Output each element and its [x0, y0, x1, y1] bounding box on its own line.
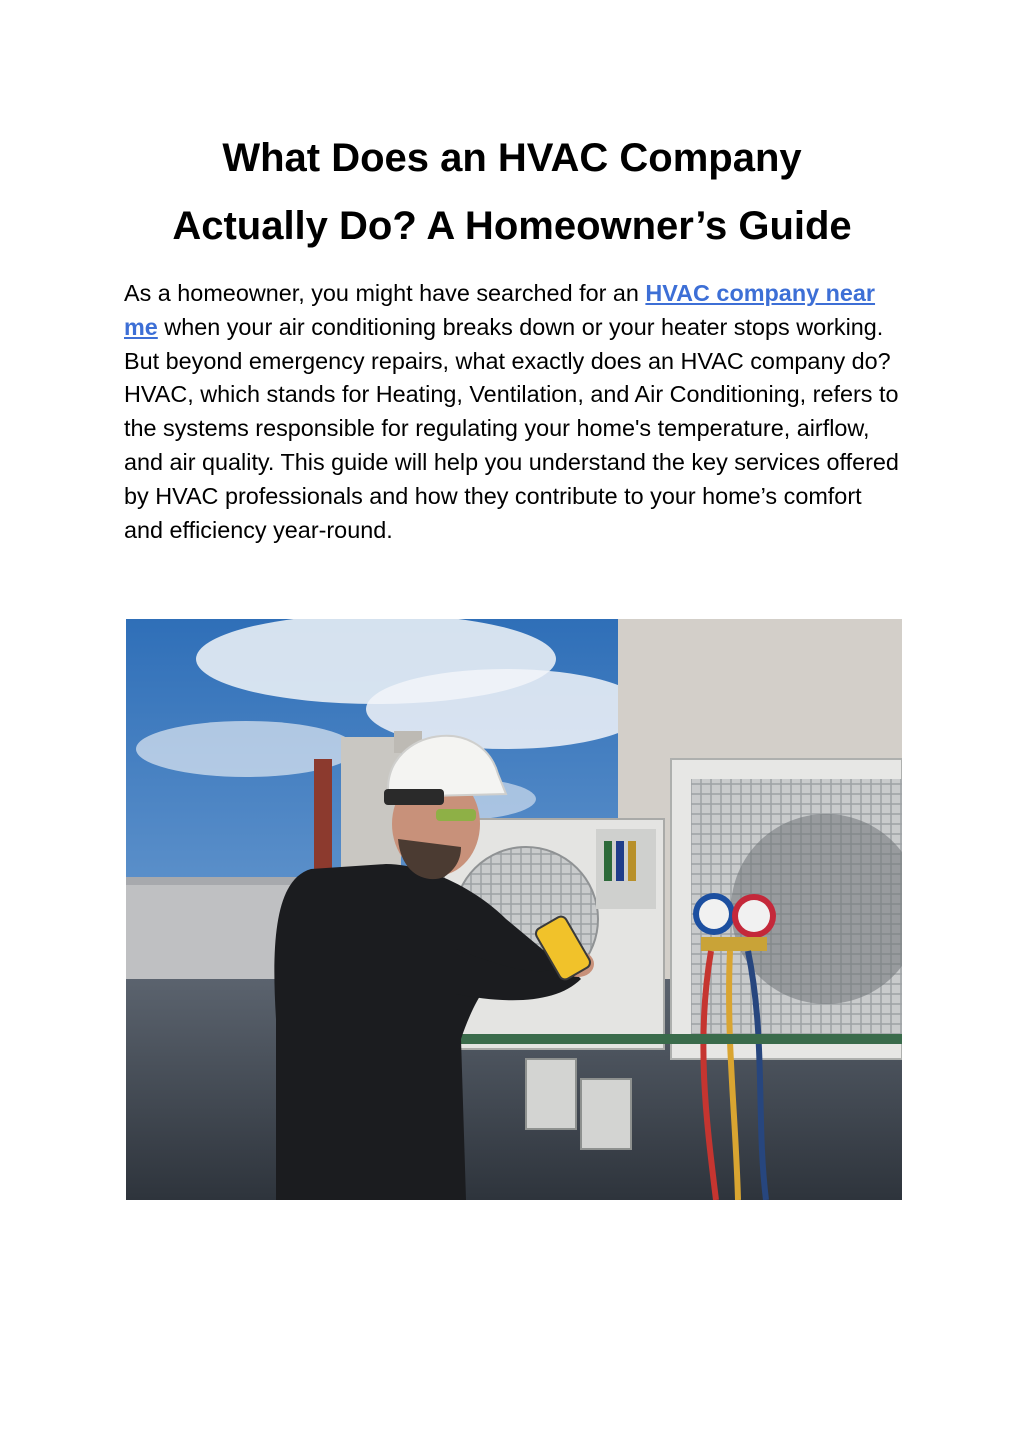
page-title	[100, 124, 924, 260]
disconnect-box	[526, 1059, 576, 1129]
intro-text-after: when your air conditioning breaks down or your heater stops working. But beyond emergency repairs, what exactly does an HVAC company do? HVAC, which stands for Heating, Ventilation, and Air Conditioning, refers to the systems responsible for regulating your home's temperature, airflow, and air quality. This guide will help you understand the key services offered by HVAC professionals and how they contribute to your home’s comfort and efficiency year-round.	[124, 313, 899, 543]
manifold	[701, 937, 767, 951]
intro-text-before: As a homeowner, you might have searched for an	[124, 280, 646, 306]
disconnect-box	[581, 1079, 631, 1149]
hvac-technician-photo	[126, 619, 902, 1200]
hvac-company-link[interactable]: HVAC company near me	[124, 280, 876, 340]
intro-paragraph	[124, 277, 904, 547]
title-line-1: What Does an HVAC Company	[222, 136, 802, 180]
chimney	[341, 737, 401, 877]
title-line-2: Actually Do? A Homeowner’s Guide	[172, 204, 852, 248]
